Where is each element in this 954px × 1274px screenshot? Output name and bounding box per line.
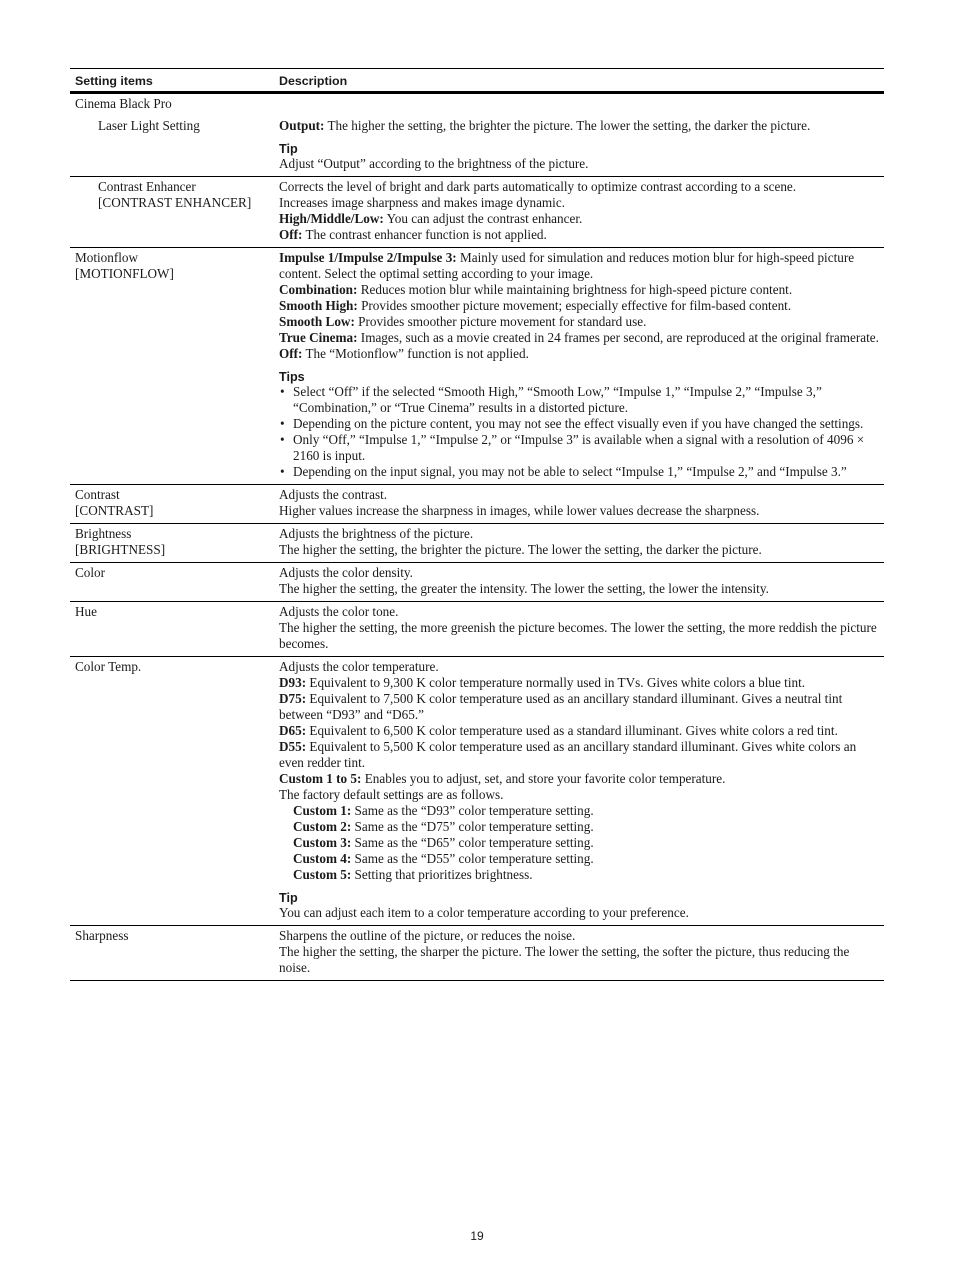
option-text: You can adjust the contrast enhancer. <box>383 211 583 226</box>
custom-label: Custom 3: <box>293 835 352 850</box>
setting-name-label: Contrast Enhancer <box>98 179 196 194</box>
table-row-motionflow <box>70 248 884 485</box>
tip-text: Adjust “Output” according to the brightness of the picture. <box>279 156 589 171</box>
setting-description-empty <box>274 93 884 117</box>
table-row-hue <box>70 602 884 657</box>
custom-label: Custom 5: <box>293 867 352 882</box>
setting-name: Color <box>70 563 274 602</box>
tip-heading: Tip <box>279 891 298 905</box>
custom-text: Same as the “D75” color temperature setting. <box>351 819 594 834</box>
custom-text: Same as the “D55” color temperature setting. <box>351 851 594 866</box>
page-number: 19 <box>470 1229 484 1243</box>
option-text: Equivalent to 6,500 K color temperature used as a standard illuminant. Gives white colors a red tint. <box>306 723 838 738</box>
option-text: Equivalent to 7,500 K color temperature used as an ancillary standard illuminant. Gives a neutral tint between “D93” and “D65.” <box>279 691 843 722</box>
setting-name-osd: [CONTRAST] <box>75 503 154 518</box>
option-text: Mainly used for simulation and reduces motion blur for high-speed picture content. Select the optimal setting according to your image. <box>279 250 855 281</box>
tip-item: • Select “Off” if the selected “Smooth High,” “Smooth Low,” “Impulse 1,” “Impulse 2,” “Impulse 3,” “Combination,” or “True Cinema” results in a distorted picture. <box>279 384 882 416</box>
option-label: D75: <box>279 691 307 706</box>
setting-name: Sharpness <box>70 926 274 981</box>
header-description: Description <box>274 69 884 93</box>
option-text: Enables you to adjust, set, and store your favorite color temperature. <box>361 771 726 786</box>
option-label: Impulse 1/Impulse 2/Impulse 3: <box>279 250 457 265</box>
option-label: True Cinema: <box>279 330 358 345</box>
description-text: The factory default settings are as follows. <box>279 787 504 802</box>
description-text: The higher the setting, the sharper the picture. The lower the setting, the softer the picture, thus reducing the noise. <box>279 944 850 975</box>
option-text: The “Motionflow” function is not applied. <box>302 346 529 361</box>
option-label: Smooth High: <box>279 298 358 313</box>
setting-name: Cinema Black Pro <box>75 96 172 111</box>
setting-name <box>70 485 274 524</box>
tips-heading: Tips <box>279 370 305 384</box>
setting-name-osd: [MOTIONFLOW] <box>75 266 174 281</box>
option-label: Output: <box>279 118 325 133</box>
table-row-sharpness <box>70 926 884 981</box>
header-setting-items: Setting items <box>70 69 274 93</box>
setting-name-osd: [BRIGHTNESS] <box>75 542 166 557</box>
setting-description <box>274 116 884 177</box>
table-row-color-temp <box>70 657 884 926</box>
table-header-row <box>70 69 884 93</box>
description-text: Higher values increase the sharpness in images, while lower values decrease the sharpness. <box>279 503 760 518</box>
description-text: Corrects the level of bright and dark parts automatically to optimize contrast according to a scene. <box>279 179 797 194</box>
description-text: Adjusts the brightness of the picture. <box>279 526 474 541</box>
setting-description <box>274 248 884 485</box>
option-label: D55: <box>279 739 307 754</box>
setting-name: Hue <box>70 602 274 657</box>
option-text: Provides smoother picture movement for standard use. <box>354 314 647 329</box>
custom-label: Custom 1: <box>293 803 352 818</box>
option-text: Provides smoother picture movement; especially effective for film-based content. <box>357 298 792 313</box>
description-text: Increases image sharpness and makes image dynamic. <box>279 195 565 210</box>
setting-name-osd: [CONTRAST ENHANCER] <box>98 195 252 210</box>
setting-description <box>274 657 884 926</box>
settings-page <box>70 68 884 981</box>
option-text: Images, such as a movie created in 24 frames per second, are reproduced at the original framerate. <box>357 330 879 345</box>
setting-name-label: Motionflow <box>75 250 139 265</box>
table-row-cinema-black-pro <box>70 93 884 117</box>
option-label: Custom 1 to 5: <box>279 771 362 786</box>
setting-name: Color Temp. <box>70 657 274 926</box>
tip-text: You can adjust each item to a color temperature according to your preference. <box>279 905 689 920</box>
description-text: Adjusts the color tone. <box>279 604 399 619</box>
table-row-contrast-enhancer <box>70 177 884 248</box>
option-label: Off: <box>279 346 303 361</box>
tips-list <box>279 384 882 480</box>
setting-name <box>70 248 274 485</box>
setting-name <box>70 524 274 563</box>
description-text: Adjusts the contrast. <box>279 487 388 502</box>
tip-item: • Depending on the picture content, you may not see the effect visually even if you have changed the settings. <box>279 416 882 432</box>
option-text: The contrast enhancer function is not applied. <box>302 227 547 242</box>
table-row-contrast <box>70 485 884 524</box>
setting-description <box>274 563 884 602</box>
setting-name <box>70 177 274 248</box>
option-text: The higher the setting, the brighter the picture. The lower the setting, the darker the picture. <box>324 118 811 133</box>
table-row-laser-light-setting <box>70 116 884 177</box>
custom-label: Custom 4: <box>293 851 352 866</box>
settings-table <box>70 68 884 981</box>
table-row-color <box>70 563 884 602</box>
option-label: Off: <box>279 227 303 242</box>
option-label: Combination: <box>279 282 358 297</box>
tip-item: • Depending on the input signal, you may not be able to select “Impulse 1,” “Impulse 2,” and “Impulse 3.” <box>279 464 882 480</box>
option-label: High/Middle/Low: <box>279 211 384 226</box>
setting-description <box>274 177 884 248</box>
setting-description <box>274 485 884 524</box>
table-row-brightness <box>70 524 884 563</box>
setting-description <box>274 926 884 981</box>
setting-description <box>274 602 884 657</box>
option-label: Smooth Low: <box>279 314 355 329</box>
option-text: Equivalent to 9,300 K color temperature normally used in TVs. Gives white colors a blue tint. <box>306 675 806 690</box>
setting-name: Laser Light Setting <box>70 116 274 177</box>
description-text: Adjusts the color density. <box>279 565 413 580</box>
description-text: The higher the setting, the greater the intensity. The lower the setting, the lower the intensity. <box>279 581 769 596</box>
custom-text: Setting that prioritizes brightness. <box>351 867 533 882</box>
description-text: Sharpens the outline of the picture, or reduces the noise. <box>279 928 576 943</box>
setting-description <box>274 524 884 563</box>
description-text: The higher the setting, the more greenish the picture becomes. The lower the setting, the more reddish the picture becomes. <box>279 620 877 651</box>
description-text: The higher the setting, the brighter the picture. The lower the setting, the darker the picture. <box>279 542 762 557</box>
custom-text: Same as the “D65” color temperature setting. <box>351 835 594 850</box>
tip-heading: Tip <box>279 142 298 156</box>
option-text: Equivalent to 5,500 K color temperature used as an ancillary standard illuminant. Gives white colors an even redder tint. <box>279 739 857 770</box>
description-text: Adjusts the color temperature. <box>279 659 439 674</box>
setting-name-label: Brightness <box>75 526 132 541</box>
custom-label: Custom 2: <box>293 819 352 834</box>
option-label: D93: <box>279 675 307 690</box>
option-label: D65: <box>279 723 307 738</box>
tip-item: • Only “Off,” “Impulse 1,” “Impulse 2,” or “Impulse 3” is available when a signal with a resolution of 4096 × 2160 is input. <box>279 432 882 464</box>
option-text: Reduces motion blur while maintaining brightness for high-speed picture content. <box>357 282 793 297</box>
custom-text: Same as the “D93” color temperature setting. <box>351 803 594 818</box>
setting-name-label: Contrast <box>75 487 120 502</box>
